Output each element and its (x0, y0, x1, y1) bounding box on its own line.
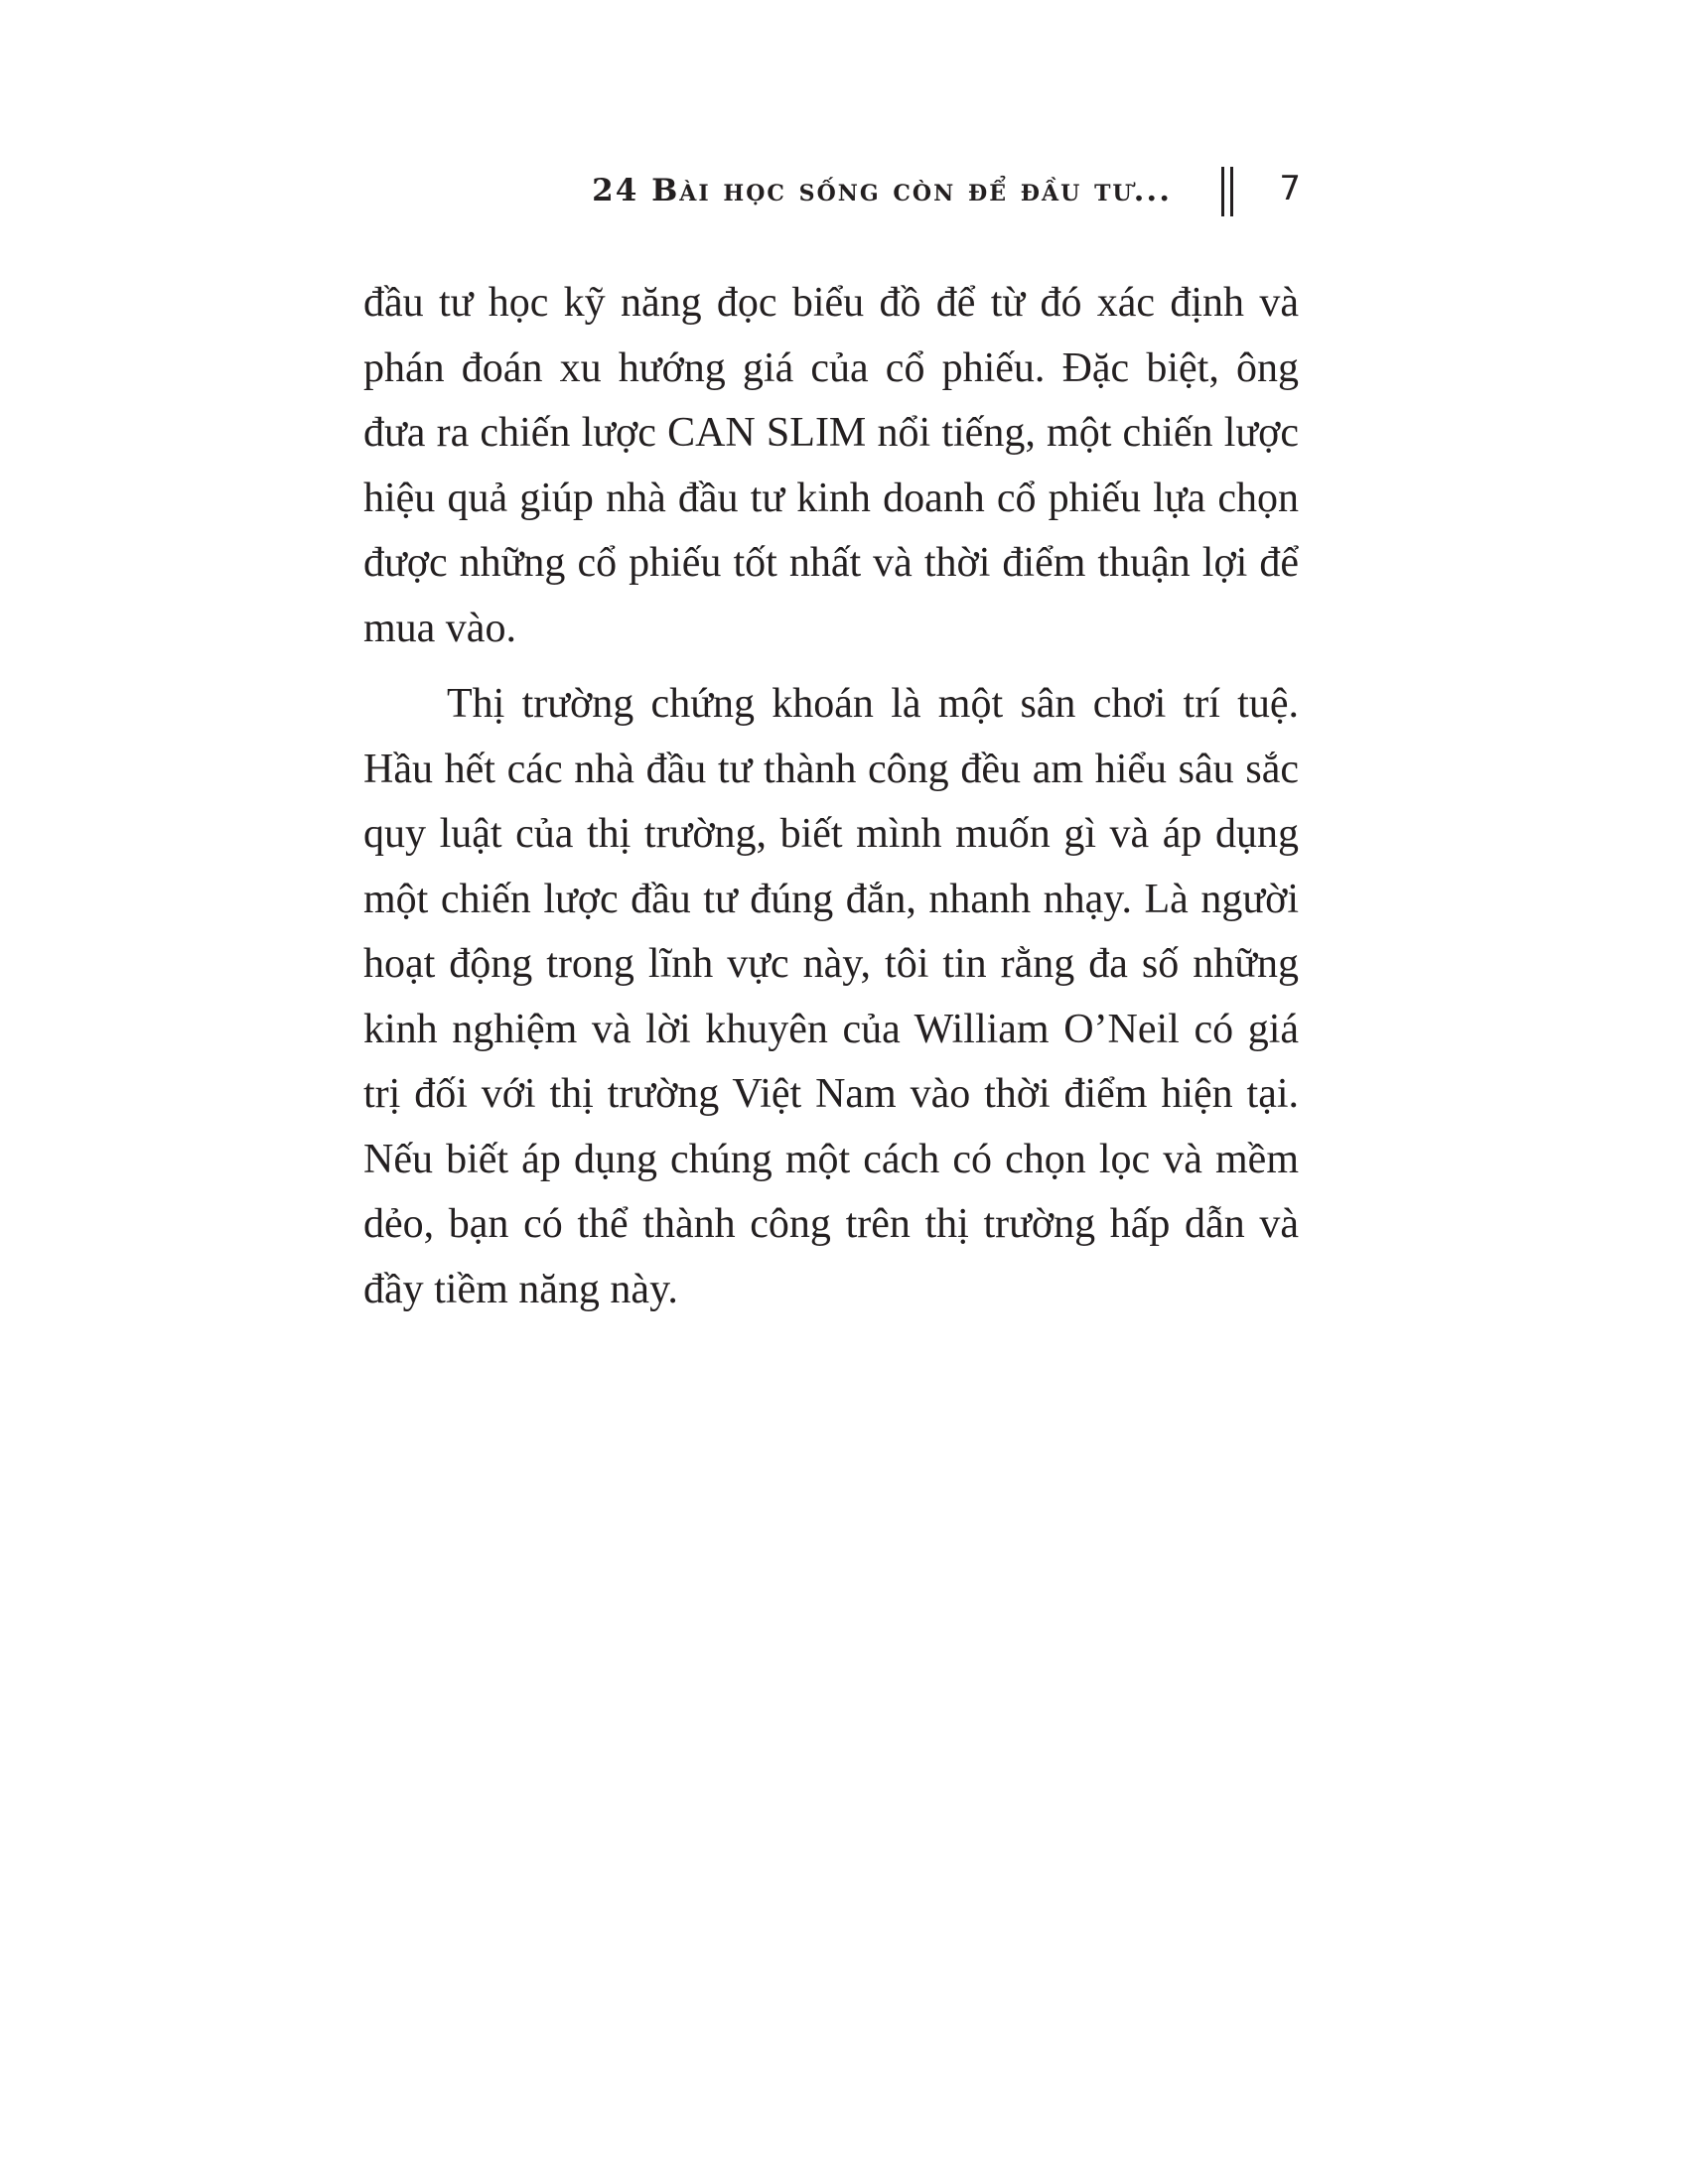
paragraph: đầu tư học kỹ năng đọc biểu đồ để từ đó xác định và phán đoán xu hướng giá của cổ phiếu. Đặc biệt, ông đưa ra chiến lược CAN SLIM nổi tiếng, một chiến lược hiệu quả giúp nhà đầu tư kinh doanh cổ phiếu lựa chọn được những cổ phiếu tốt nhất và thời điểm thuận lợi để mua vào. (363, 280, 1299, 651)
running-title: 24 Bài học sống còn để đầu tư... (592, 173, 1172, 208)
page-number: 7 (1279, 169, 1301, 208)
running-header (357, 167, 1301, 218)
header-double-rule (1221, 167, 1233, 216)
body-text (363, 271, 1299, 1322)
paragraph: Thị trường chứng khoán là một sân chơi trí tuệ. Hầu hết các nhà đầu tư thành công đều am hiểu sâu sắc quy luật của thị trường, biết mình muốn gì và áp dụng một chiến lược đầu tư đúng đắn, nhanh nhạy. Là người hoạt động trong lĩnh vực này, tôi tin rằng đa số những kinh nghiệm và lời khuyên của William O’Neil có giá trị đối với thị trường Việt Nam vào thời điểm hiện tại. Nếu biết áp dụng chúng một cách có chọn lọc và mềm dẻo, bạn có thể thành công trên thị trường hấp dẫn và đầy tiềm năng này. (363, 681, 1299, 1312)
